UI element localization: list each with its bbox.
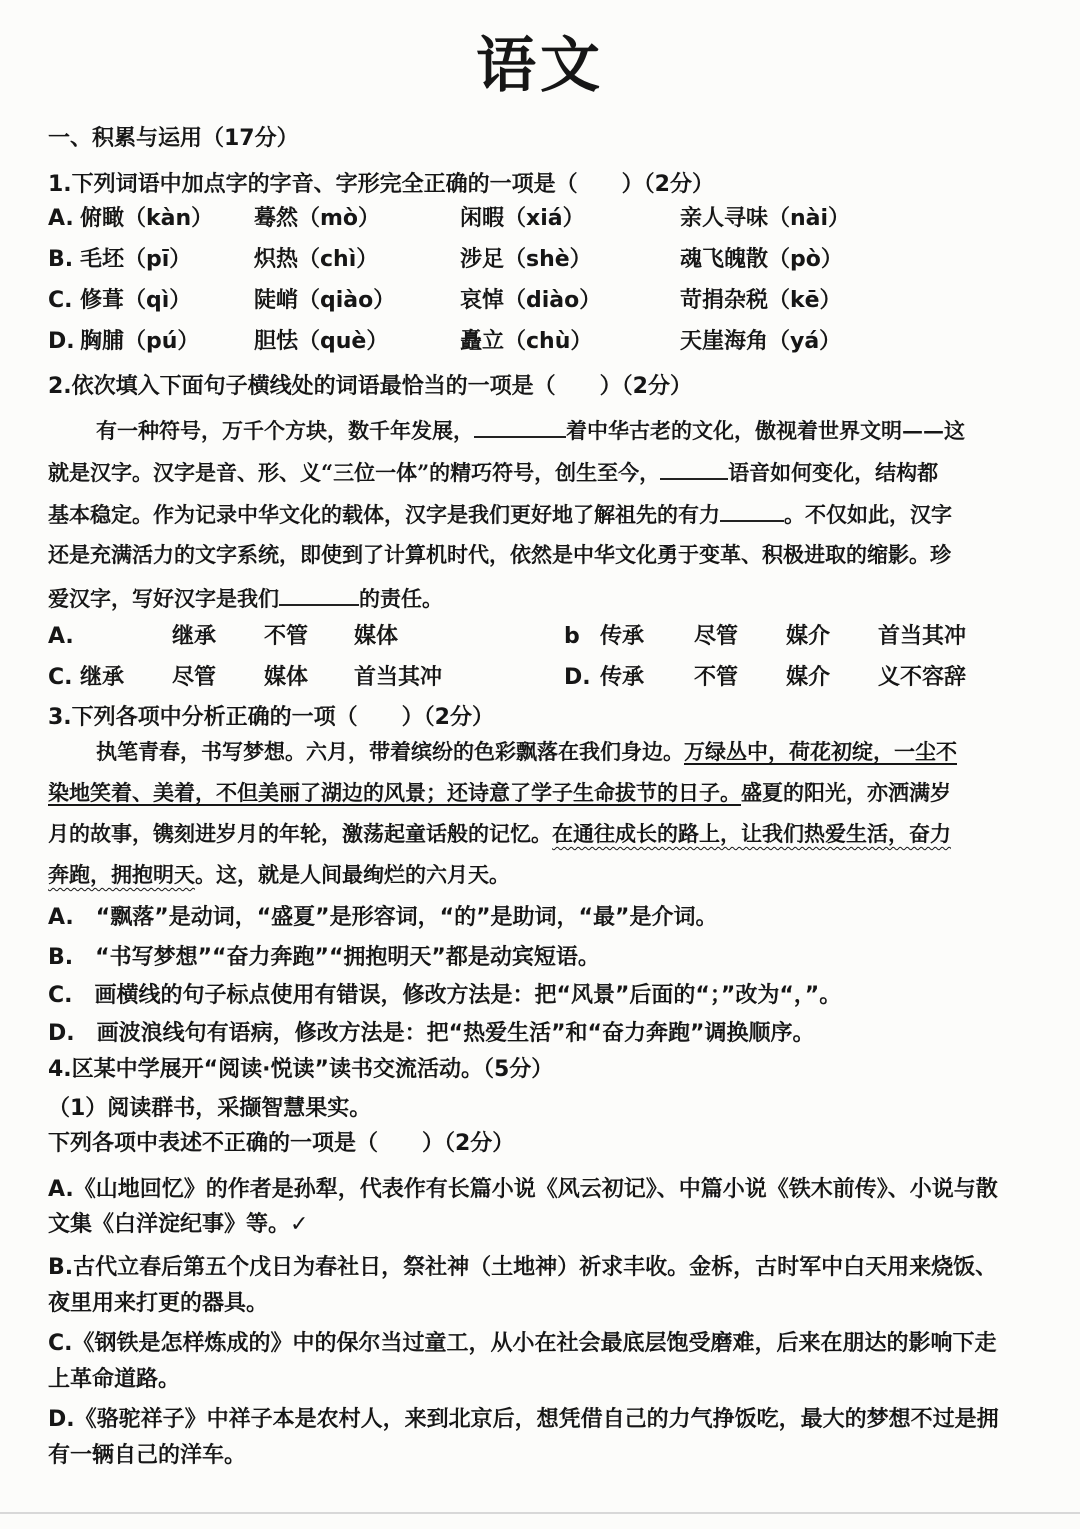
option-label: A. — [48, 624, 74, 649]
option-word: 媒介 — [786, 665, 831, 690]
option-label: b — [564, 624, 580, 649]
option-word: 继承 — [80, 665, 125, 690]
option-label: A. — [48, 206, 74, 231]
q2-passage-line: 还是充满活力的文字系统，即使到了计算机时代，依然是中华文化勇于变革、积极进取的缩影。珍 — [48, 542, 951, 567]
option-word: 义不容辞 — [878, 665, 967, 690]
passage-text: 语音如何变化，结构都 — [728, 460, 939, 485]
passage-text: 。不仅如此，汉字 — [784, 502, 952, 527]
option-word: 魂飞魄散（pò） — [680, 247, 843, 272]
q3-passage-line — [48, 819, 951, 849]
passage-text: 。这，就是人间最绚烂的六月天。 — [195, 862, 510, 887]
q4-option-b-line1: B.古代立春后第五个戊日为春社日，祭社神（土地神）祈求丰收。金柝，古时军中白天用来烧饭、 — [48, 1255, 998, 1280]
passage-text: 执笔青春，书写梦想。六月，带着缤纷的色彩飘落在我们身边。 — [96, 739, 684, 764]
q4-sub1-stem: 下列各项中表述不正确的一项是（ ）（2分） — [48, 1131, 515, 1156]
option-word: 俯瞰（kàn） — [80, 206, 214, 231]
option-word: 首当其冲 — [354, 665, 443, 690]
option-word: 亲人寻味（nài） — [680, 206, 851, 231]
fill-blank — [720, 498, 784, 522]
q3-passage-line — [96, 737, 957, 767]
option-word: 矗立（chù） — [460, 329, 593, 354]
option-word: 不管 — [694, 665, 739, 690]
q2-stem: 2.依次填入下面句子横线处的词语最恰当的一项是（ ）（2分） — [48, 374, 692, 399]
wavy-underlined-sentence: 在通往成长的路上，让我们热爱生活，奋力 — [552, 821, 951, 846]
passage-text: 基本稳定。作为记录中华文化的载体，汉字是我们更好地了解祖先的有力 — [48, 502, 720, 527]
q4-option-c-line1: C.《钢铁是怎样炼成的》中的保尔当过童工，从小在社会最底层饱受磨难，后来在朋达的影响下走 — [48, 1331, 997, 1356]
passage-text: 的责任。 — [359, 586, 443, 611]
passage-text: 爱汉字，写好汉字是我们 — [48, 586, 279, 611]
q2-passage-line — [48, 456, 938, 488]
q4-option-a-line2: 文集《白洋淀纪事》等。✓ — [48, 1212, 309, 1237]
q4-sub1: （1）阅读群书，采撷智慧果实。 — [48, 1096, 372, 1121]
q3-stem: 3.下列各项中分析正确的一项（ ）（2分） — [48, 705, 494, 730]
wavy-underlined-sentence: 奔跑，拥抱明天 — [48, 862, 195, 887]
option-word: 毛坯（pī） — [80, 247, 192, 272]
underlined-sentence: 万绿丛中，荷花初绽，一尘不 — [684, 739, 957, 764]
passage-text: 月的故事，镌刻进岁月的年轮，激荡起童话般的记忆。 — [48, 821, 552, 846]
option-word: 尽管 — [172, 665, 217, 690]
option-word: 胆怯（què） — [254, 329, 389, 354]
option-word: 传承 — [600, 624, 645, 649]
q2-passage-line — [48, 582, 443, 614]
q3-option-c: C. 画横线的句子标点使用有错误，修改方法是：把“风景”后面的“；”改为“，”。 — [48, 983, 842, 1008]
fill-blank — [660, 456, 728, 480]
option-word: 苛捐杂税（kē） — [680, 288, 842, 313]
q4-option-c-line2: 上革命道路。 — [48, 1367, 181, 1392]
q4-stem: 4.区某中学展开“阅读·悦读”读书交流活动。（5分） — [48, 1057, 554, 1082]
option-label: C. — [48, 665, 73, 690]
option-label: D. — [48, 329, 75, 354]
fill-blank — [279, 582, 359, 606]
option-word: 媒体 — [354, 624, 399, 649]
q4-option-d-line1: D.《骆驼祥子》中祥子本是农村人，来到北京后，想凭借自己的力气挣饭吃，最大的梦想不过是拥 — [48, 1407, 999, 1432]
option-word: 尽管 — [694, 624, 739, 649]
option-label: D. — [564, 665, 591, 690]
q1-stem: 1.下列词语中加点字的字音、字形完全正确的一项是（ ）（2分） — [48, 172, 714, 197]
passage-text: 有一种符号，万千个方块，数千年发展， — [96, 418, 474, 443]
q4-option-a-line1: A.《山地回忆》的作者是孙犁，代表作有长篇小说《风云初记》、中篇小说《铁木前传》、小说与散 — [48, 1177, 998, 1202]
option-word: 修葺（qì） — [80, 288, 192, 313]
option-word: 胸脯（pú） — [80, 329, 200, 354]
option-word: 媒介 — [786, 624, 831, 649]
option-word: 闲暇（xiá） — [460, 206, 585, 231]
option-word: 传承 — [600, 665, 645, 690]
q2-passage-line — [96, 414, 965, 446]
q4-option-b-line2: 夜里用来打更的器具。 — [48, 1291, 269, 1316]
option-word: 哀悼（diào） — [460, 288, 602, 313]
option-word: 炽热（chì） — [254, 247, 379, 272]
fill-blank — [474, 414, 566, 438]
option-word: 不管 — [264, 624, 309, 649]
q3-passage-line — [48, 778, 951, 808]
option-label: C. — [48, 288, 73, 313]
option-word: 天崖海角（yá） — [680, 329, 842, 354]
page-bottom-edge — [0, 1512, 1080, 1514]
option-word: 陡峭（qiào） — [254, 288, 396, 313]
option-word: 媒体 — [264, 665, 309, 690]
page-title: 语文 — [476, 31, 604, 101]
q3-option-a: A. “飘落”是动词，“盛夏”是形容词，“的”是助词，“最”是介词。 — [48, 905, 718, 930]
q3-passage-line — [48, 860, 510, 890]
option-word: 继承 — [172, 624, 217, 649]
option-label: B. — [48, 247, 74, 272]
option-word: 涉足（shè） — [460, 247, 592, 272]
option-word: 蓦然（mò） — [254, 206, 381, 231]
q4-option-d-line2: 有一辆自己的洋车。 — [48, 1443, 247, 1468]
q2-passage-line — [48, 498, 952, 530]
option-word: 首当其冲 — [878, 624, 967, 649]
passage-text: 就是汉字。汉字是音、形、义“三位一体”的精巧符号，创生至今， — [48, 460, 661, 485]
section-heading: 一、积累与运用（17分） — [48, 126, 299, 151]
passage-text: 着中华古老的文化，傲视着世界文明——这 — [566, 418, 965, 443]
q3-option-b: B. “书写梦想”“奋力奔跑”“拥抱明天”都是动宾短语。 — [48, 945, 600, 970]
q3-option-d: D. 画波浪线句有语病，修改方法是：把“热爱生活”和“奋力奔跑”调换顺序。 — [48, 1021, 815, 1046]
underlined-sentence: 染地笑着、美着，不但美丽了湖边的风景；还诗意了学子生命拔节的日子。 — [48, 780, 741, 805]
passage-text: 盛夏的阳光，亦洒满岁 — [741, 780, 951, 805]
